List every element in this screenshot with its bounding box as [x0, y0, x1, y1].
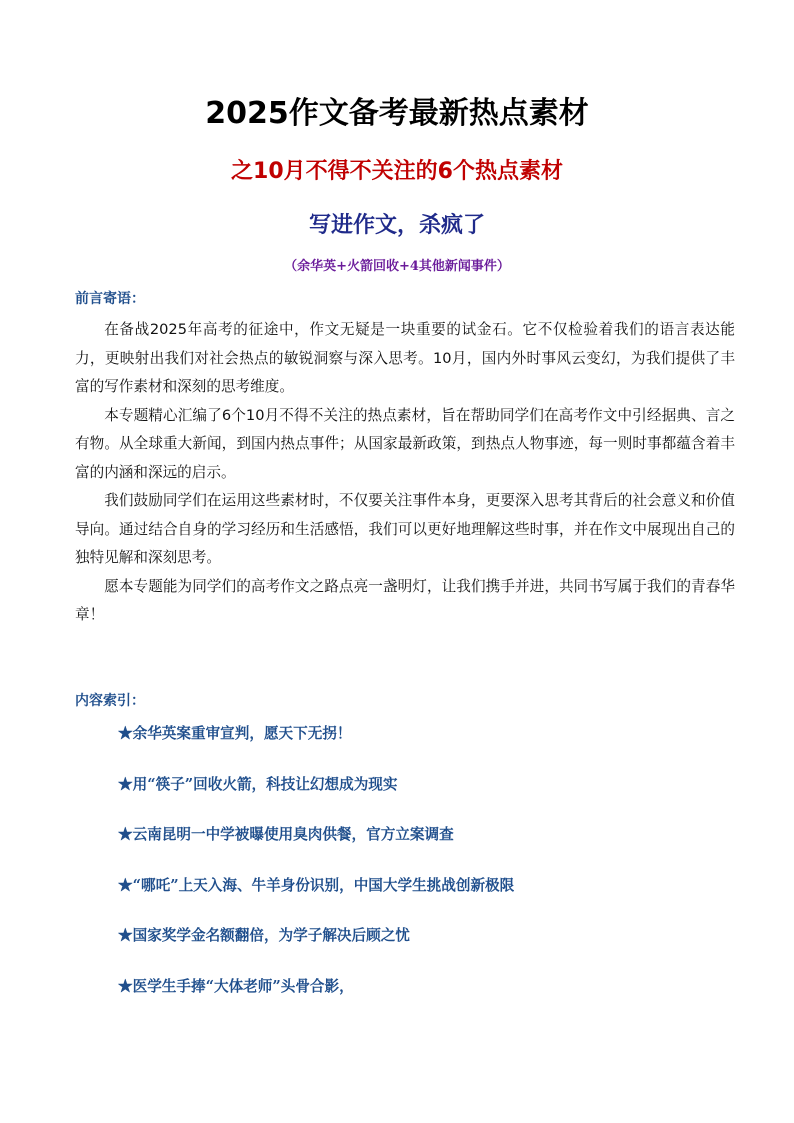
star-icon: ★	[118, 775, 133, 793]
index-item-text: 余华英案重审宣判，愿天下无拐！	[132, 725, 352, 742]
index-item-text: 用“筷子”回收火箭，科技让幻想成为现实	[132, 775, 398, 793]
preface-paragraph: 我们鼓励同学们在运用这些素材时，不仅要关注事件本身，更要深入思考其背后的社会意义和价值导向。通过结合自身的学习经历和生活感悟，我们可以更好地理解这些时事，并在作文中展现出自己的独特见解和深刻思考。	[75, 492, 735, 566]
preface-body	[75, 316, 735, 630]
index-label: 内容索引：	[75, 693, 145, 709]
preface-paragraph: 愿本专题能为同学们的高考作文之路点亮一盏明灯，让我们携手并进，共同书写属于我们的青春华章！	[75, 577, 735, 623]
index-item-text: “哪吒”上天入海、牛羊身份识别，中国大学生挑战创新极限	[132, 876, 515, 894]
star-icon: ★	[118, 826, 133, 843]
index-item	[118, 821, 758, 872]
star-icon: ★	[118, 927, 133, 944]
index-item-text: 国家奖学金名额翻倍，为学子解决后顾之忧	[132, 927, 410, 944]
document-topics: （余华英+火箭回收+4其他新闻事件）	[284, 259, 510, 274]
star-icon: ★	[118, 977, 133, 995]
star-icon: ★	[118, 876, 133, 894]
document-slogan: 写进作文，杀疯了	[308, 212, 485, 238]
preface-paragraph: 在备战2025年高考的征途中，作文无疑是一块重要的试金石。它不仅检验着我们的语言表达能力，更映射出我们对社会热点的敏锐洞察与深入思考。10月，国内外时事风云变幻，为我们提供了丰富的写作素材和深刻的思考维度。	[75, 321, 735, 395]
content-index-list	[118, 720, 758, 1023]
index-item	[118, 922, 758, 973]
preface-label: 前言寄语：	[75, 291, 145, 307]
star-icon: ★	[118, 725, 133, 742]
index-item	[118, 720, 758, 771]
index-item-text: 云南昆明一中学被曝使用臭肉供餐，官方立案调查	[132, 826, 454, 843]
preface-paragraph: 本专题精心汇编了6个10月不得不关注的热点素材，旨在帮助同学们在高考作文中引经据典、言之有物。从全球重大新闻，到国内热点事件；从国家最新政策，到热点人物事迹，每一则时事都蕴含着丰富的内涵和深远的启示。	[75, 406, 735, 481]
document-title: 2025作文备考最新热点素材	[205, 96, 589, 131]
index-item	[118, 771, 758, 822]
document-subtitle: 之10月不得不关注的6个热点素材	[231, 159, 563, 184]
index-item	[118, 973, 758, 1024]
index-item-text: 医学生手捧“大体老师”头骨合影，	[132, 977, 354, 995]
index-item	[118, 872, 758, 923]
